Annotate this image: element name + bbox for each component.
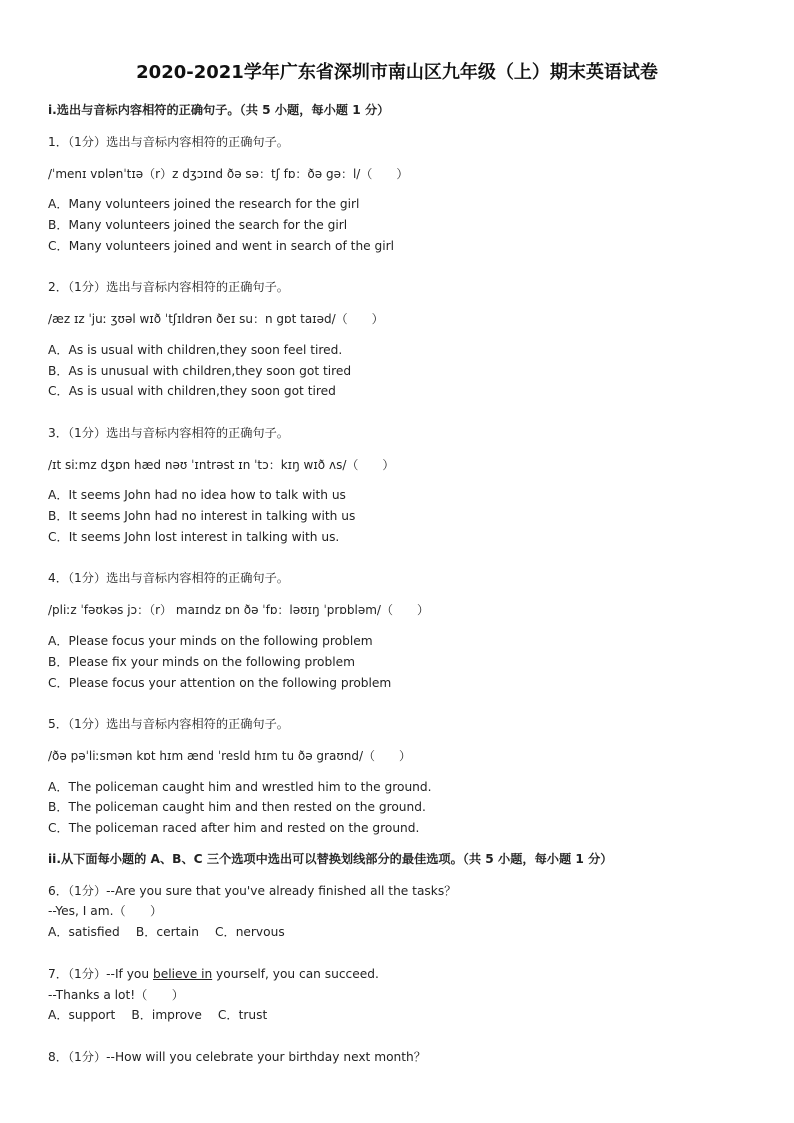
question3-stem: 3．（1分）选出与音标内容相符的正确句子。	[48, 426, 289, 440]
question6-options: A．satisfied B．certain C．nervous	[48, 925, 285, 939]
question1-stem: 1．（1分）选出与音标内容相符的正确句子。	[48, 135, 289, 149]
question2-option-a: A．As is usual with children,they soon feel tired.	[48, 343, 343, 357]
question4-option-a: A．Please focus your minds on the following problem	[48, 634, 373, 648]
question4-stem: 4．（1分）选出与音标内容相符的正确句子。	[48, 571, 289, 585]
question5-stem: 5．（1分）选出与音标内容相符的正确句子。	[48, 717, 289, 731]
question7-options: A．support B．improve C．trust	[48, 1008, 268, 1022]
question6-stem: 6．（1分）--Are you sure that you've already finished all the tasks？	[48, 884, 457, 898]
question1-option-b: B．Many volunteers joined the search for the girl	[48, 218, 348, 232]
question8-stem: 8．（1分）--How will you celebrate your birthday next month？	[48, 1050, 426, 1064]
question3-option-a: A．It seems John had no idea how to talk with us	[48, 488, 346, 502]
question4-option-b: B．Please fix your minds on the following problem	[48, 655, 355, 669]
question7-underlined-phrase: believe in	[152, 967, 213, 981]
question1-phonetic: /ˈmenɪ vɒlənˈtɪə（r）z dʒɔɪnd ðə sə：tʃ fɒ：ðə gə：l/（ ）	[48, 167, 409, 181]
question5-option-b: B．The policeman caught him and then rested on the ground.	[48, 800, 426, 814]
question3-option-c: C．It seems John lost interest in talking with us.	[48, 530, 340, 544]
question7-stem	[48, 966, 379, 982]
question5-phonetic: /ðə pəˈliːsmən kɒt hɪm ænd ˈresld hɪm tu ðə graʊnd/（ ）	[48, 749, 411, 763]
question7-stem-pre: 7．（1分）--If you	[48, 967, 153, 981]
question4-option-c: C．Please focus your attention on the following problem	[48, 676, 392, 690]
question2-stem: 2．（1分）选出与音标内容相符的正确句子。	[48, 280, 289, 294]
question2-phonetic: /æz ɪz ˈjuː ʒʊəl wɪð ˈtʃɪldrən ðeɪ su：n gɒt taɪəd/（ ）	[48, 312, 384, 326]
question5-option-c: C．The policeman raced after him and rested on the ground.	[48, 821, 420, 835]
question1-option-c: C．Many volunteers joined and went in search of the girl	[48, 239, 395, 253]
question3-option-b: B．It seems John had no interest in talking with us	[48, 509, 356, 523]
page-title: 2020-2021学年广东省深圳市南山区九年级（上）期末英语试卷	[136, 62, 658, 83]
question7-reply: --Thanks a lot!（ ）	[48, 988, 184, 1002]
question2-option-c: C．As is usual with children,they soon got tired	[48, 384, 336, 398]
question7-stem-post: yourself, you can succeed.	[212, 967, 379, 981]
question6-reply: --Yes, I am.（ ）	[48, 904, 163, 918]
section2-heading: ii.从下面每小题的 A、B、C 三个选项中选出可以替换划线部分的最佳选项。（共 5 小题，每小题 1 分）	[48, 852, 613, 866]
question3-phonetic: /ɪt siːmz dʒɒn hæd nəʊ ˈɪntrəst ɪn ˈtɔ：kɪŋ wɪð ʌs/（ ）	[48, 458, 395, 472]
section1-heading: i.选出与音标内容相符的正确句子。（共 5 小题，每小题 1 分）	[48, 103, 390, 117]
question4-phonetic: /pliːz ˈfəʊkəs jɔ：（r） maɪndz ɒn ðə ˈfɒ：ləʊɪŋ ˈprɒbləm/（ ）	[48, 603, 429, 617]
question1-option-a: A．Many volunteers joined the research for the girl	[48, 197, 360, 211]
question2-option-b: B．As is unusual with children,they soon got tired	[48, 364, 352, 378]
question5-option-a: A．The policeman caught him and wrestled him to the ground.	[48, 780, 432, 794]
